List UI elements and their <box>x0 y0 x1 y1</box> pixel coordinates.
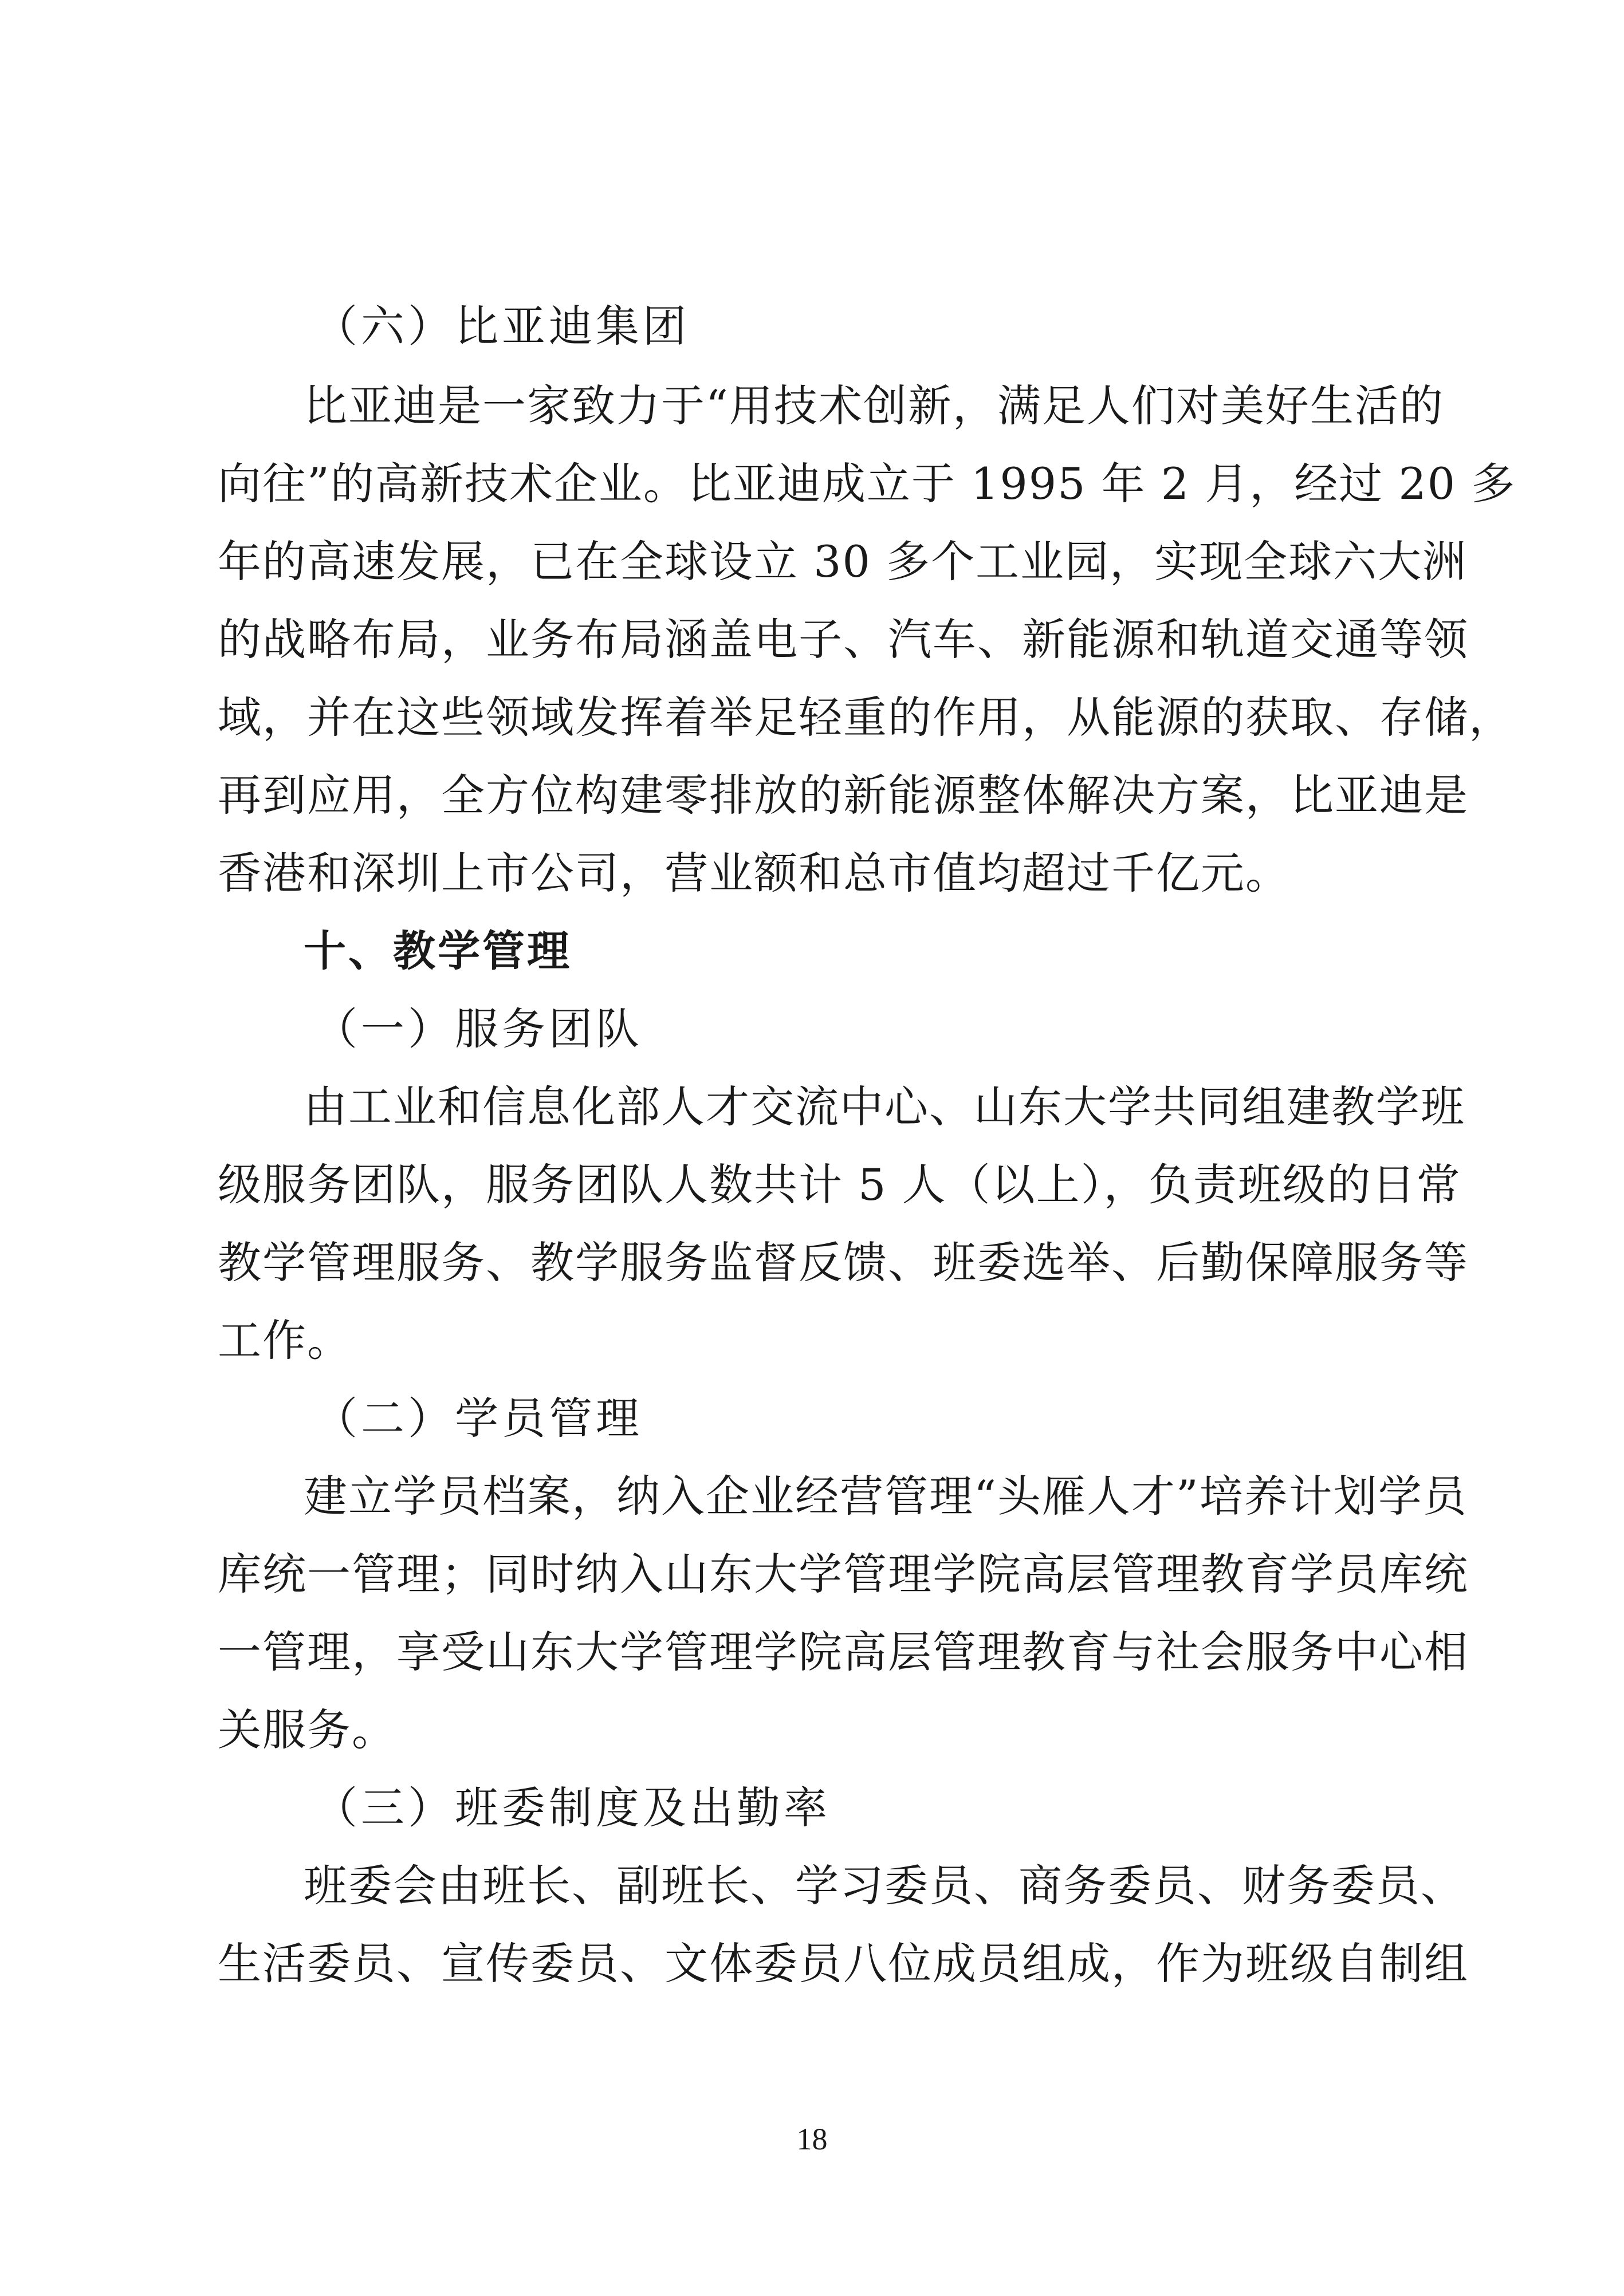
section-heading-teaching: 十、教学管理 <box>304 927 572 976</box>
paragraph-line: 生活委员、宣传委员、文体委员八位成员组成，作为班级自制组 <box>218 1938 1469 1989</box>
paragraph-line: 建立学员档案，纳入企业经营管理“头雁人才”培养计划学员 <box>304 1471 1468 1522</box>
paragraph-line: 向往”的高新技术企业。比亚迪成立于 1995 年 2 月，经过 20 多 <box>218 458 1516 509</box>
paragraph-line: 班委会由班长、副班长、学习委员、商务委员、财务委员、 <box>304 1860 1465 1911</box>
paragraph-line: 比亚迪是一家致力于“用技术创新，满足人们对美好生活的 <box>304 380 1444 431</box>
paragraph-line: 一管理，享受山东大学管理学院高层管理教育与社会服务中心相 <box>218 1627 1469 1677</box>
paragraph-line: 由工业和信息化部人才交流中心、山东大学共同组建教学班 <box>304 1081 1465 1132</box>
paragraph-line: 级服务团队，服务团队人数共计 5 人（以上），负责班级的日常 <box>218 1159 1461 1210</box>
paragraph-line: 香港和深圳上市公司，营业额和总市值均超过千亿元。 <box>218 848 1290 899</box>
paragraph-line: 工作。 <box>218 1315 352 1366</box>
paragraph-line: 域，并在这些领域发挥着举足轻重的作用，从能源的获取、存储， <box>218 692 1513 743</box>
paragraph-line: 库统一管理；同时纳入山东大学管理学院高层管理教育学员库统 <box>218 1549 1469 1600</box>
paragraph-line: 关服务。 <box>218 1704 396 1755</box>
page-number: 18 <box>796 2122 828 2156</box>
paragraph-line: 再到应用，全方位构建零排放的新能源整体解决方案，比亚迪是 <box>218 770 1469 821</box>
paragraph-line: 的战略布局，业务布局涵盖电子、汽车、新能源和轨道交通等领 <box>218 614 1469 665</box>
subsection-heading-service-team: （一）服务团队 <box>314 1003 643 1054</box>
subsection-heading-committee: （三）班委制度及出勤率 <box>314 1782 831 1833</box>
subsection-heading-student-management: （二）学员管理 <box>314 1393 643 1444</box>
paragraph-line: 教学管理服务、教学服务监督反馈、班委选举、后勤保障服务等 <box>218 1237 1469 1288</box>
subsection-heading-byd: （六）比亚迪集团 <box>314 301 690 352</box>
paragraph-line: 年的高速发展，已在全球设立 30 多个工业园，实现全球六大洲 <box>218 536 1468 587</box>
